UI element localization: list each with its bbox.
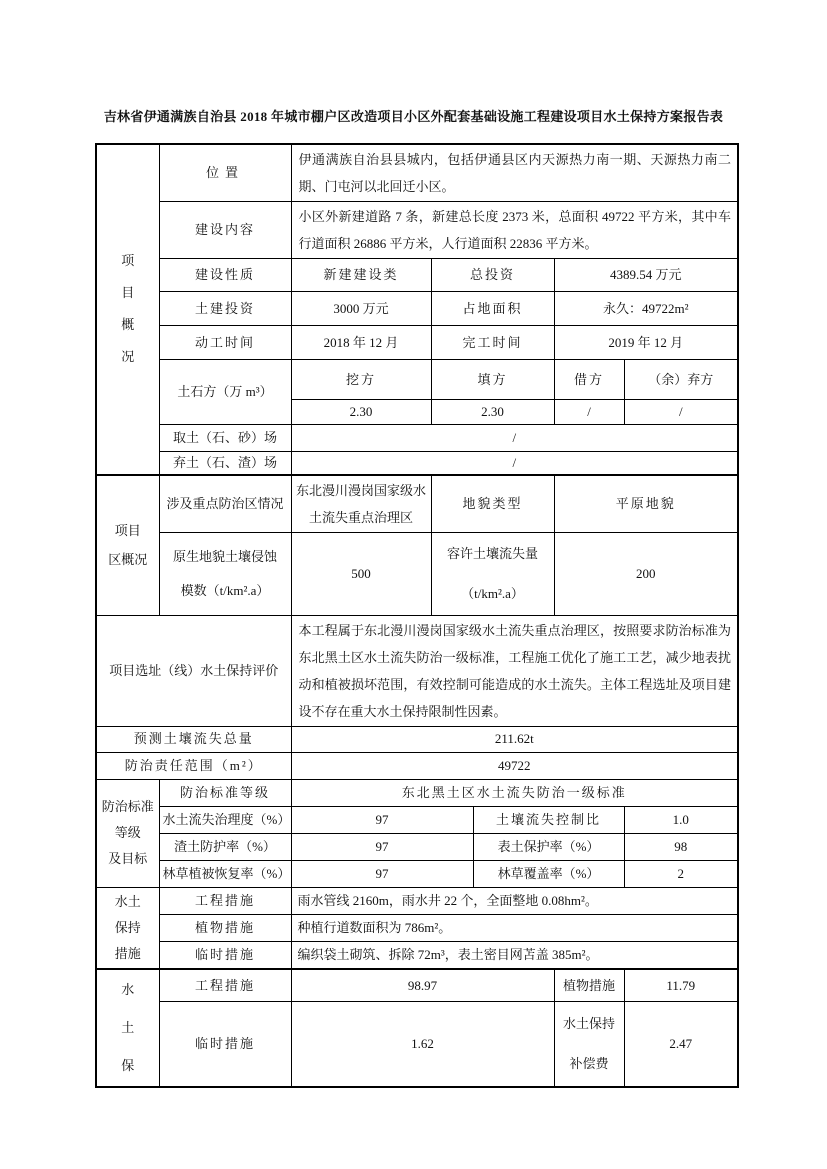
civil-investment-value: 3000 万元 xyxy=(291,292,431,326)
earthwork-header-excavation: 挖方 xyxy=(291,360,431,400)
landform-type-value: 平原地貌 xyxy=(554,475,738,533)
row-predicted-soil-loss xyxy=(96,726,738,752)
start-time-value: 2018 年 12 月 xyxy=(291,326,431,360)
invest-temporary-label: 临时措施 xyxy=(159,1002,291,1087)
invest-temporary-value: 1.62 xyxy=(291,1002,554,1087)
predicted-soil-loss-value: 211.62t xyxy=(291,726,738,752)
land-area-value: 永久：49722m² xyxy=(554,292,738,326)
invest-engineering-label: 工程措施 xyxy=(159,969,291,1002)
row-start-time xyxy=(96,326,738,360)
engineering-measures-value: 雨水管线 2160m，雨水井 22 个，全面整地 0.08hm²。 xyxy=(291,887,738,915)
row-erosion-modulus xyxy=(96,532,738,615)
loss-control-ratio-label: 土壤流失控制比 xyxy=(473,806,624,833)
erosion-modulus-value: 500 xyxy=(291,532,431,615)
row-vegetation-recovery xyxy=(96,860,738,887)
start-time-label: 动工时间 xyxy=(159,326,291,360)
engineering-measures-label: 工程措施 xyxy=(159,887,291,915)
borrow-site-label: 取土（石、砂）场 xyxy=(159,425,291,452)
total-investment-value: 4389.54 万元 xyxy=(554,259,738,292)
invest-plant-label: 植物措施 xyxy=(554,969,624,1002)
group-project-area-label: 项目 区概况 xyxy=(108,523,148,567)
key-prevention-label: 涉及重点防治区情况 xyxy=(159,475,291,533)
row-borrow-site xyxy=(96,425,738,452)
group-project-overview-label: 项 目 概 况 xyxy=(121,253,135,365)
invest-plant-value: 11.79 xyxy=(624,969,738,1002)
site-evaluation-label: 项目选址（线）水土保持评价 xyxy=(96,615,291,726)
predicted-soil-loss-label: 预测土壤流失总量 xyxy=(96,726,291,752)
plant-measures-value: 种植行道数面积为 786m²。 xyxy=(291,915,738,942)
row-earthwork-header xyxy=(96,360,738,400)
row-location xyxy=(96,144,738,202)
site-evaluation-value: 本工程属于东北漫川漫岗国家级水土流失重点治理区，按照要求防治标准为东北黑土区水土流失防治一级标准，工程施工优化了施工工艺，减少地表扰动和植被损坏范围，有效控制可能造成的水土流失。主体工程选址及项目建设不存在重大水土保持限制性因素。 xyxy=(291,615,738,726)
page-title: 吉林省伊通满族自治县 2018 年城市棚户区改造项目小区外配套基础设施工程建设项目水土保持方案报告表 xyxy=(103,109,724,124)
group-standards-label: 防治标准 等级 及目标 xyxy=(101,799,154,866)
invest-engineering-value: 98.97 xyxy=(291,969,554,1002)
location-value: 伊通满族自治县县城内，包括伊通县区内天源热力南一期、天源热力南二期、门屯河以北回迁小区。 xyxy=(291,144,738,202)
plant-measures-label: 植物措施 xyxy=(159,915,291,942)
row-key-prevention xyxy=(96,475,738,533)
spoil-site-label: 弃土（石、渣）场 xyxy=(159,452,291,475)
control-degree-value: 97 xyxy=(291,806,473,833)
row-standard-grade xyxy=(96,779,738,806)
earthwork-header-fill: 填方 xyxy=(431,360,554,400)
slag-protection-label: 渣土防护率（%） xyxy=(159,833,291,860)
loss-control-ratio-value: 1.0 xyxy=(624,806,738,833)
row-construction-content xyxy=(96,202,738,259)
temporary-measures-label: 临时措施 xyxy=(159,942,291,969)
finish-time-label: 完工时间 xyxy=(431,326,554,360)
group-project-overview xyxy=(96,144,159,475)
row-slag-protection xyxy=(96,833,738,860)
allowable-loss-value: 200 xyxy=(554,532,738,615)
vegetation-coverage-label: 林草覆盖率（%） xyxy=(473,860,624,887)
group-measures xyxy=(96,887,159,969)
vegetation-recovery-label: 林草植被恢复率（%） xyxy=(159,860,291,887)
topsoil-protection-value: 98 xyxy=(624,833,738,860)
group-project-area xyxy=(96,475,159,616)
group-invest xyxy=(96,969,159,1087)
land-area-label: 占地面积 xyxy=(431,292,554,326)
responsibility-scope-label: 防治责任范围（m²） xyxy=(96,752,291,779)
temporary-measures-value: 编织袋土砌筑、拆除 72m³，表土密目网苫盖 385m²。 xyxy=(291,942,738,969)
earthwork-label: 土石方（万 m³） xyxy=(159,360,291,425)
row-control-degree xyxy=(96,806,738,833)
standard-grade-label: 防治标准等级 xyxy=(159,779,291,806)
earthwork-header-spoil: （余）弃方 xyxy=(624,360,738,400)
row-temporary-measures xyxy=(96,942,738,969)
row-invest-temporary xyxy=(96,1002,738,1087)
compensation-fee-label: 水土保持补偿费 xyxy=(554,1002,624,1087)
compensation-fee-value: 2.47 xyxy=(624,1002,738,1087)
row-plant-measures xyxy=(96,915,738,942)
borrow-site-value: / xyxy=(291,425,738,452)
construction-content-value: 小区外新建道路 7 条，新建总长度 2373 米，总面积 49722 平方米，其中车行道面积 26886 平方米，人行道面积 22836 平方米。 xyxy=(291,202,738,259)
key-prevention-value: 东北漫川漫岗国家级水土流失重点治理区 xyxy=(291,475,431,533)
vegetation-coverage-value: 2 xyxy=(624,860,738,887)
row-construction-nature xyxy=(96,259,738,292)
earthwork-value-borrow: / xyxy=(554,400,624,425)
report-table xyxy=(95,143,739,1088)
landform-type-label: 地貌类型 xyxy=(431,475,554,533)
construction-nature-value: 新建建设类 xyxy=(291,259,431,292)
finish-time-value: 2019 年 12 月 xyxy=(554,326,738,360)
group-measures-label: 水土 保持 措施 xyxy=(114,893,141,961)
row-spoil-site xyxy=(96,452,738,475)
standard-grade-value: 东北黑土区水土流失防治一级标准 xyxy=(291,779,738,806)
row-responsibility-scope xyxy=(96,752,738,779)
row-site-evaluation xyxy=(96,615,738,726)
slag-protection-value: 97 xyxy=(291,833,473,860)
vegetation-recovery-value: 97 xyxy=(291,860,473,887)
row-civil-investment xyxy=(96,292,738,326)
erosion-modulus-label: 原生地貌土壤侵蚀模数（t/km².a） xyxy=(159,532,291,615)
earthwork-value-excavation: 2.30 xyxy=(291,400,431,425)
earthwork-value-spoil: / xyxy=(624,400,738,425)
row-invest-engineering xyxy=(96,969,738,1002)
construction-content-label: 建设内容 xyxy=(159,202,291,259)
earthwork-header-borrow: 借方 xyxy=(554,360,624,400)
responsibility-scope-value: 49722 xyxy=(291,752,738,779)
row-engineering-measures xyxy=(96,887,738,915)
construction-nature-label: 建设性质 xyxy=(159,259,291,292)
location-label: 位置 xyxy=(159,144,291,202)
group-invest-label: 水 土 保 xyxy=(121,981,135,1073)
total-investment-label: 总投资 xyxy=(431,259,554,292)
control-degree-label: 水土流失治理度（%） xyxy=(159,806,291,833)
spoil-site-value: / xyxy=(291,452,738,475)
allowable-loss-label: 容许土壤流失量（t/km².a） xyxy=(431,532,554,615)
earthwork-value-fill: 2.30 xyxy=(431,400,554,425)
group-standards xyxy=(96,779,159,887)
topsoil-protection-label: 表土保护率（%） xyxy=(473,833,624,860)
civil-investment-label: 土建投资 xyxy=(159,292,291,326)
